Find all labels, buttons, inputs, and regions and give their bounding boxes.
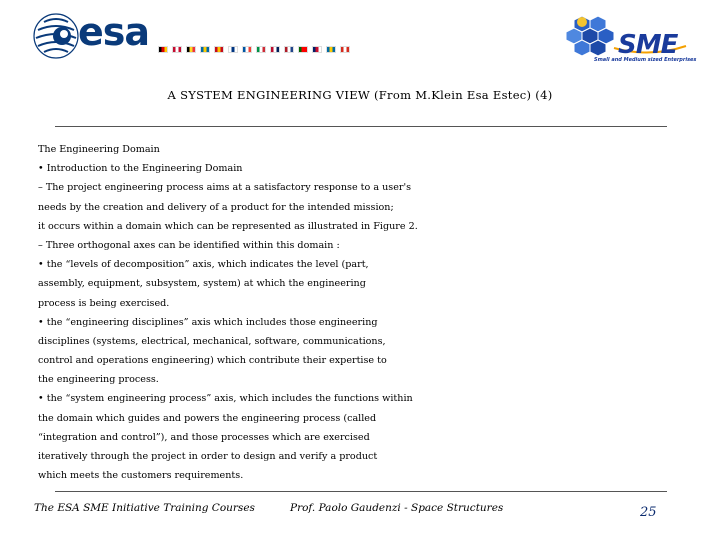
flag-icon (186, 46, 196, 53)
body-line: “integration and control”), and those processes which are exercised (38, 431, 370, 443)
esa-logo (32, 12, 162, 62)
flag-icon (326, 46, 336, 53)
footer-course-title: The ESA SME Initiative Training Courses (34, 502, 255, 514)
top-divider (55, 126, 667, 127)
bottom-divider (55, 491, 667, 492)
body-line: needs by the creation and delivery of a product for the intended mission; (38, 201, 394, 213)
member-flags (158, 46, 350, 53)
slide-title: A SYSTEM ENGINEERING VIEW (From M.Klein Esa Estec) (4) (167, 88, 553, 102)
footer-author: Prof. Paolo Gaudenzi - Space Structures (290, 502, 504, 514)
body-line: The Engineering Domain (38, 144, 160, 155)
esa-globe-icon (32, 12, 80, 60)
body-line: disciplines (systems, electrical, mechanical, software, communications, (38, 335, 386, 347)
flag-icon (242, 46, 252, 53)
flag-icon (256, 46, 266, 53)
body-line: the engineering process. (38, 374, 159, 386)
body-line: • Introduction to the Engineering Domain (38, 163, 243, 175)
flag-icon (340, 46, 350, 53)
flag-icon (158, 46, 168, 53)
slide-body (38, 140, 458, 485)
body-line: • the “system engineering process” axis, which includes the functions within (38, 393, 413, 405)
body-line: • the “engineering disciplines” axis which includes those engineering (38, 316, 378, 328)
flag-icon (284, 46, 294, 53)
body-line: the domain which guides and powers the engineering process (called (38, 412, 377, 424)
body-line: it occurs within a domain which can be represented as illustrated in Figure 2. (38, 220, 418, 232)
body-line: iteratively through the project in order to design and verify a product (38, 451, 378, 462)
body-line: – The project engineering process aims at a satisfactory response to a user's (38, 182, 412, 194)
esa-logo-text: esa (78, 10, 150, 54)
flag-icon (228, 46, 238, 53)
flag-icon (270, 46, 280, 53)
flag-icon (298, 46, 308, 53)
sme-tagline: Small and Medium sized Enterprises (594, 57, 697, 63)
body-line: • the “levels of decomposition” axis, which indicates the level (part, (38, 259, 369, 271)
body-line: which meets the customers requirements. (38, 470, 244, 482)
flag-icon (172, 46, 182, 53)
page-number: 25 (640, 505, 657, 520)
sme-logo-text: SME (618, 30, 678, 60)
body-line: control and operations engineering) which contribute their expertise to (38, 355, 387, 367)
flag-icon (312, 46, 322, 53)
body-line: process is being exercised. (38, 297, 170, 309)
body-line: assembly, equipment, subsystem, system) at which the engineering (38, 278, 366, 290)
flag-icon (200, 46, 210, 53)
flag-icon (214, 46, 224, 53)
body-line: – Three orthogonal axes can be identified within this domain : (38, 239, 340, 251)
